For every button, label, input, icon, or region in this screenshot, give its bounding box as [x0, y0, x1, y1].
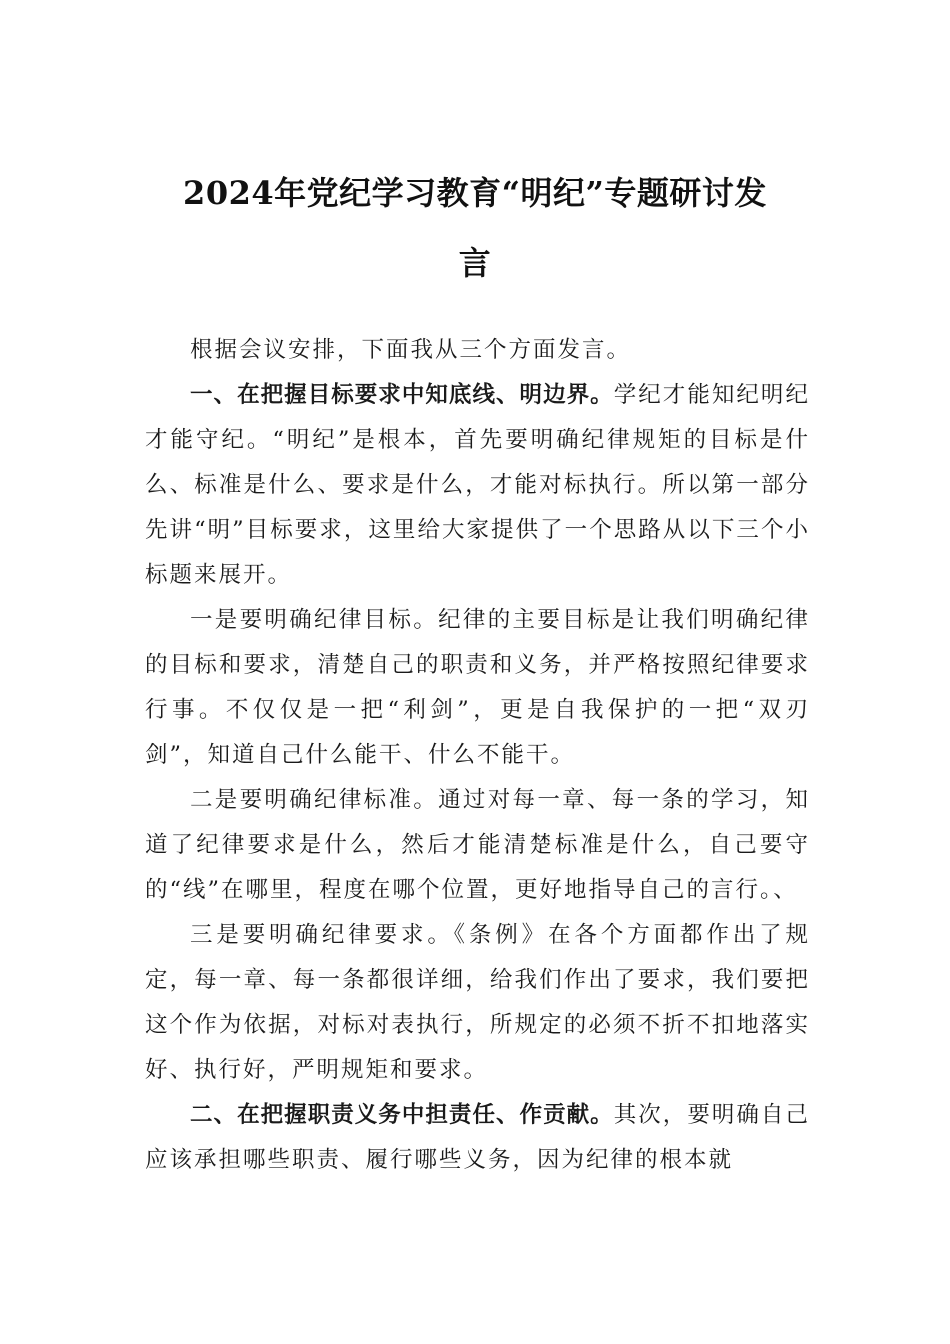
- section-heading: 一、在把握目标要求中知底线、明边界。: [190, 382, 614, 408]
- paragraph-text: 根据会议安排，下面我从三个方面发言。: [190, 337, 632, 363]
- paragraph-point-1: [145, 598, 810, 778]
- paragraph-section-1: [145, 373, 810, 598]
- document-title: [145, 158, 805, 298]
- section-heading: 二、在把握职责义务中担责任、作贡献。: [190, 1102, 614, 1128]
- document-body: [145, 328, 810, 1183]
- paragraph-intro: [145, 328, 810, 373]
- point-heading: 一是要明确纪律目标。: [190, 607, 439, 633]
- paragraph-section-2: [145, 1093, 810, 1183]
- paragraph-text: 通过对每一章、每一条的学习，知道了纪律要求是什么，然后才能清楚标准是什么，自己要守的“线”在哪里，程度在哪个位置，更好地指导自己的言行。、: [145, 787, 810, 903]
- title-line-1: 2024年党纪学习教育“明纪”专题研讨发: [183, 174, 767, 212]
- point-heading: 三是要明确纪律要求。: [190, 922, 454, 948]
- title-line-2: 言: [458, 244, 492, 282]
- paragraph-point-3: [145, 913, 810, 1093]
- paragraph-text: 《条例》在各个方面都作出了规定，每一章、每一条都很详细，给我们作出了要求，我们要把这个作为依据，对标对表执行，所规定的必须不折不扣地落实好、执行好，严明规矩和要求。: [145, 922, 810, 1083]
- paragraph-text: 学纪才能知纪明纪才能守纪。“明纪”是根本，首先要明确纪律规矩的目标是什么、标准是什么、要求是什么，才能对标执行。所以第一部分先讲“明”目标要求，这里给大家提供了一个思路从以下三个小标题来展开。: [145, 382, 810, 588]
- paragraph-text: 纪律的主要目标是让我们明确纪律的目标和要求，清楚自己的职责和义务，并严格按照纪律要求行事。不仅仅是一把“利剑”，更是自我保护的一把“双刃剑”，知道自己什么能干、什么不能干。: [145, 607, 810, 768]
- paragraph-point-2: [145, 778, 810, 913]
- paragraph-text: 其次，要明确自己应该承担哪些职责、履行哪些义务，因为纪律的根本就: [145, 1102, 810, 1173]
- point-heading: 二是要明确纪律标准。: [190, 787, 439, 813]
